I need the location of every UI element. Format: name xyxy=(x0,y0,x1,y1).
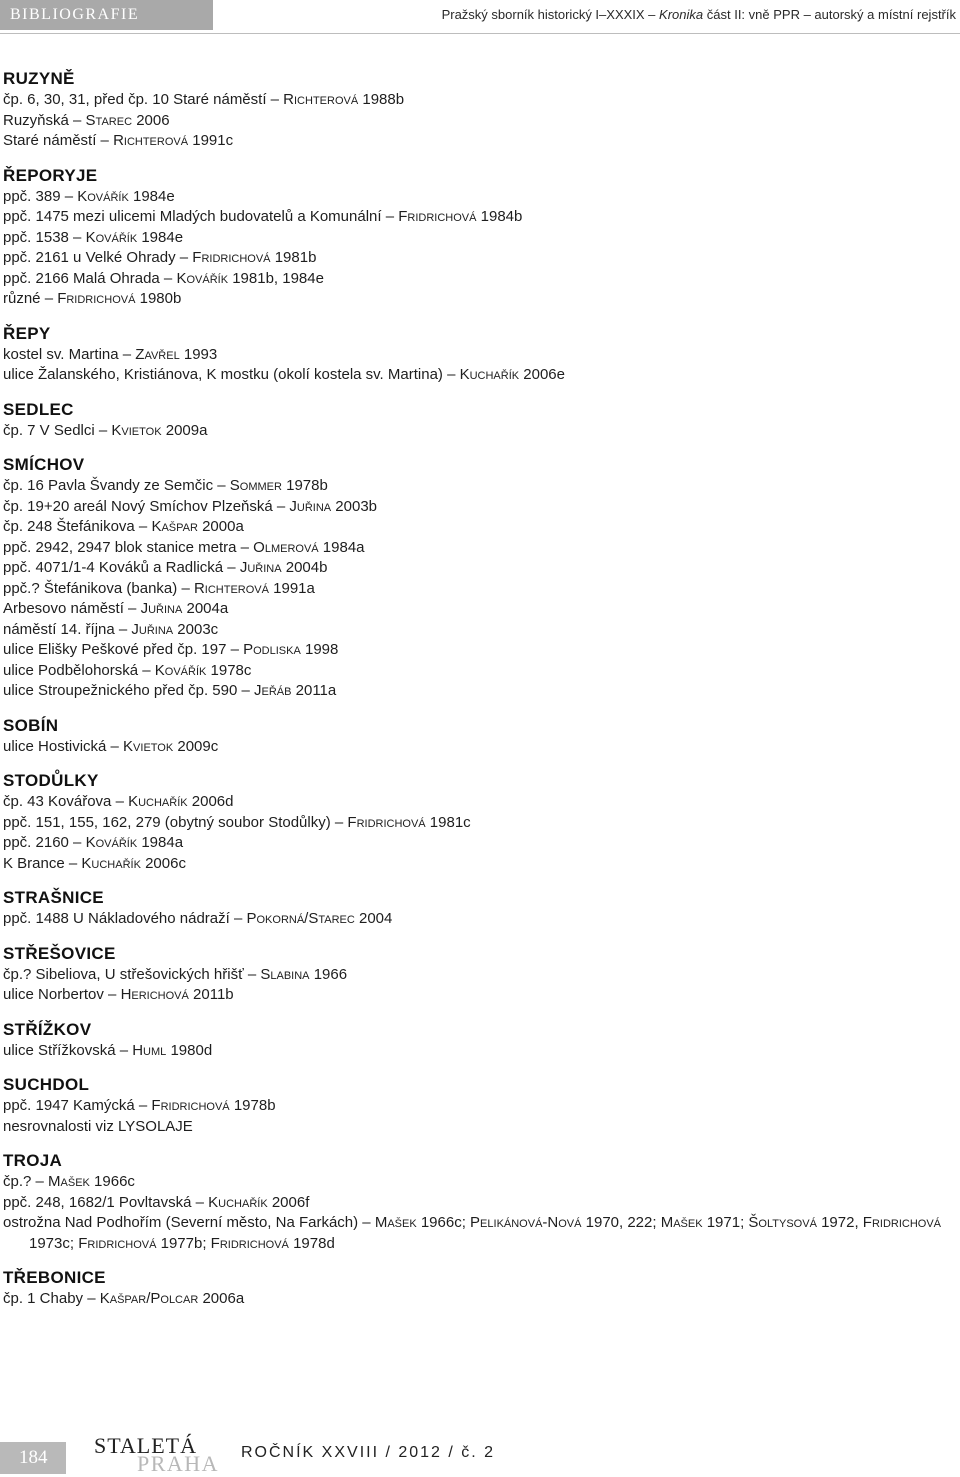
entry-year: 2006a xyxy=(198,1290,245,1307)
entry-year: 1980b xyxy=(135,290,182,307)
entry-author: Juřina xyxy=(131,620,174,638)
entry-author: Kuchařík xyxy=(459,366,520,383)
entry-author: Kašpar/Polcar xyxy=(99,1290,199,1307)
entry-year: 1998 xyxy=(300,641,339,658)
entry-author: Kuchařík xyxy=(208,1193,268,1211)
entry-year: 2006 xyxy=(132,111,170,129)
index-section xyxy=(3,165,958,310)
entry-year: 1966c xyxy=(89,1173,135,1190)
entry-year: 1984e xyxy=(128,187,175,205)
running-title xyxy=(442,0,956,30)
entry-location: ppč. 2160 – xyxy=(3,834,86,851)
index-entry xyxy=(3,497,958,518)
entry-author: Juřina xyxy=(239,559,282,576)
entry-author: Pelikánová-Nová xyxy=(470,1214,582,1231)
entry-year: 2000a xyxy=(197,518,244,535)
entry-author: Fridrichová xyxy=(57,290,136,307)
entry-year: 2003c xyxy=(173,620,219,638)
entry-author: Kovářík xyxy=(85,228,138,246)
logo-praha: PRAHA xyxy=(137,1451,220,1476)
entry-author: Slabina xyxy=(260,965,310,983)
index-entry xyxy=(3,558,958,579)
running-title-part-a: Pražský sborník historický I–XXXIX – xyxy=(441,7,656,22)
index-entry xyxy=(3,131,958,152)
index-entry xyxy=(3,421,958,442)
entry-author: Huml xyxy=(132,1041,167,1059)
entry-year: 1981c xyxy=(425,813,471,831)
entry-year: 2006c xyxy=(140,854,186,872)
entry-year: 1978b xyxy=(281,477,328,494)
entry-author: Mašek xyxy=(374,1214,417,1231)
entry-location: ppč. 1538 – xyxy=(3,228,86,246)
entry-location: čp.? – xyxy=(3,1173,49,1190)
entry-location: ppč. 2161 u Velké Ohrady – xyxy=(3,249,193,266)
index-entry xyxy=(3,1213,958,1254)
index-entry xyxy=(3,681,958,702)
entry-location: ulice Podbělohorská – xyxy=(3,661,155,679)
index-entry xyxy=(3,640,958,661)
index-entry xyxy=(3,517,958,538)
entry-author: Olmerová xyxy=(253,538,319,556)
section-tab: BIBLIOGRAFIE xyxy=(0,0,213,30)
entry-text: 1972, xyxy=(816,1214,863,1231)
entry-location: různé – xyxy=(3,290,58,307)
index-section xyxy=(3,399,958,442)
entry-text: 1977b; xyxy=(156,1234,211,1252)
index-entry xyxy=(3,207,958,228)
entry-year: 1984e xyxy=(137,228,184,246)
entry-location: ppč.? Štefánikova (banka) – xyxy=(3,579,194,597)
index-section xyxy=(3,323,958,386)
index-section xyxy=(3,887,958,930)
section-title: SEDLEC xyxy=(3,399,74,419)
entry-location: čp. 7 V Sedlci – xyxy=(3,421,112,439)
section-title: ŘEPORYJE xyxy=(3,165,98,185)
index-entry xyxy=(3,269,958,290)
entry-author: Fridrichová xyxy=(78,1234,157,1252)
entry-location: Ruzyňská – xyxy=(3,111,86,129)
entry-year: 1981b xyxy=(270,249,317,266)
entry-author: Pokorná/Starec xyxy=(246,910,355,927)
entry-year: 1991a xyxy=(268,579,315,597)
entry-author: Richterová xyxy=(113,132,189,149)
index-entry xyxy=(3,538,958,559)
index-section xyxy=(3,68,958,152)
index-entry xyxy=(3,833,958,854)
entry-year: 1988b xyxy=(358,91,405,108)
entry-year: 1980d xyxy=(166,1041,213,1059)
entry-location: ppč. 2166 Malá Ohrada – xyxy=(3,269,177,287)
entry-author: Herichová xyxy=(120,986,189,1003)
entry-location: čp. 16 Pavla Švandy ze Semčic – xyxy=(3,477,230,494)
page-footer xyxy=(0,1420,960,1475)
index-entry xyxy=(3,289,958,310)
entry-location: Staré náměstí – xyxy=(3,132,114,149)
entry-text: 1970, 222; xyxy=(581,1214,661,1231)
entry-year: 1984a xyxy=(137,834,184,851)
entry-year: 1966 xyxy=(309,965,348,983)
entry-author: Šoltysová xyxy=(748,1214,817,1231)
entry-year: 2004 xyxy=(354,910,393,927)
index-section xyxy=(3,454,958,702)
index-entry xyxy=(3,228,958,249)
index-entry xyxy=(3,187,958,208)
index-entry xyxy=(3,111,958,132)
index-section xyxy=(3,715,958,758)
entry-author: Jeřáb xyxy=(254,682,292,699)
entry-text: 1978d xyxy=(288,1234,335,1252)
index-entry xyxy=(3,909,958,930)
index-section xyxy=(3,770,958,874)
entry-text: ostrožna Nad Podhořím (Severní město, Na Farkách) – xyxy=(3,1214,375,1231)
entry-author: Kovářík xyxy=(77,187,129,205)
entry-author: Starec xyxy=(85,111,133,129)
entry-location: čp. 19+20 areál Nový Smíchov Plzeňská – xyxy=(3,497,290,515)
entry-location: ppč. 1475 mezi ulicemi Mladých budovatelů a Komunální – xyxy=(3,208,399,225)
entry-author: Kovářík xyxy=(85,834,138,851)
index-entry xyxy=(3,1289,958,1310)
entry-author: Zavřel xyxy=(135,345,180,363)
entry-author: Sommer xyxy=(229,477,282,494)
index-entry xyxy=(3,661,958,682)
entry-year: 2004b xyxy=(281,559,328,576)
entry-author: Fridrichová xyxy=(347,813,426,831)
entry-author: Kovářík xyxy=(154,661,207,679)
entry-location: ppč. 2942, 2947 blok stanice metra – xyxy=(3,538,254,556)
entry-author: Fridrichová xyxy=(192,249,271,266)
entry-author: Mašek xyxy=(48,1173,90,1190)
entry-author: Kašpar xyxy=(151,518,198,535)
index-entry xyxy=(3,1193,958,1214)
index-entry xyxy=(3,813,958,834)
section-title: SUCHDOL xyxy=(3,1075,90,1094)
entry-location: ulice Žalanského, Kristiánova, K mostku (okolí kostela sv. Martina) – xyxy=(3,366,460,383)
index-section xyxy=(3,1074,958,1137)
index-section xyxy=(3,1267,958,1310)
index-entry xyxy=(3,345,958,366)
entry-location: ppč. 151, 155, 162, 279 (obytný soubor Stodůlky) – xyxy=(3,813,348,831)
index-entry xyxy=(3,1041,958,1062)
entry-location: ulice Hostivická – xyxy=(3,737,124,755)
section-title: STŘÍŽKOV xyxy=(3,1019,92,1039)
entry-author: Fridrichová xyxy=(151,1097,230,1114)
index-entry xyxy=(3,737,958,758)
running-title-part-b: část II: vně PPR – autorský a místní rejstřík xyxy=(706,7,956,22)
entry-author: Kvietok xyxy=(123,737,174,755)
index-entry xyxy=(3,579,958,600)
index-section xyxy=(3,943,958,1006)
entry-author: Juřina xyxy=(289,497,332,515)
section-title: ŘEPY xyxy=(3,323,51,343)
entry-year: 2004a xyxy=(182,600,229,617)
index-entry xyxy=(3,365,958,386)
section-title: SOBÍN xyxy=(3,715,59,735)
entry-author: Fridrichová xyxy=(210,1234,289,1252)
index-entry xyxy=(3,985,958,1006)
entry-year: 1991c xyxy=(188,132,234,149)
entry-location: ppč. 1947 Kamýcká – xyxy=(3,1097,152,1114)
entry-year: 2006d xyxy=(187,793,234,810)
entry-text: 1966c; xyxy=(416,1214,471,1231)
index-entry xyxy=(3,1172,958,1193)
index-entry xyxy=(3,1117,958,1138)
index-entry xyxy=(3,476,958,497)
section-title: SMÍCHOV xyxy=(3,455,85,474)
entry-author: Kuchařík xyxy=(128,793,188,810)
index-entry xyxy=(3,599,958,620)
entry-location: čp. 6, 30, 31, před čp. 10 Staré náměstí – xyxy=(3,91,284,108)
section-title: RUZYNĚ xyxy=(3,69,75,88)
entry-author: Kovářík xyxy=(176,269,229,287)
entry-author: Richterová xyxy=(193,579,269,597)
entry-text: 1973c; xyxy=(29,1234,79,1252)
entry-location: ppč. 1488 U Nákladového nádraží – xyxy=(3,910,247,927)
entry-location: Arbesovo náměstí – xyxy=(3,600,141,617)
entry-year: 2009c xyxy=(173,737,219,755)
entry-location: nesrovnalosti viz LYSOLAJE xyxy=(3,1117,193,1135)
entry-location: čp. 43 Kovářova – xyxy=(3,793,129,810)
entry-location: kostel sv. Martina – xyxy=(3,345,136,363)
entry-location: ulice Stroupežnického před čp. 590 – xyxy=(3,682,254,699)
index-entry xyxy=(3,620,958,641)
entry-location: čp. 1 Chaby – xyxy=(3,1290,100,1307)
issue-label: ROČNÍK XXVIII / 2012 / č. 2 xyxy=(241,1444,496,1461)
index-entry xyxy=(3,90,958,111)
entry-year: 2003b xyxy=(331,497,378,515)
entry-author: Richterová xyxy=(283,91,359,108)
entry-year: 1984b xyxy=(476,208,523,225)
section-title: STRAŠNICE xyxy=(3,888,104,907)
entry-location: K Brance – xyxy=(3,854,82,872)
section-title: TŘEBONICE xyxy=(3,1268,106,1287)
index-entry xyxy=(3,1096,958,1117)
index-entry xyxy=(3,792,958,813)
page-header xyxy=(0,0,960,30)
entry-author: Podliska xyxy=(243,641,301,658)
entry-year: 2009a xyxy=(161,421,208,439)
index-entry xyxy=(3,854,958,875)
entry-location: ulice Norbertov – xyxy=(3,986,121,1003)
entry-year: 1984a xyxy=(318,538,365,556)
entry-year: 2006e xyxy=(519,366,565,383)
page-number: 184 xyxy=(19,1447,48,1468)
index-entry xyxy=(3,248,958,269)
entry-author: Mašek xyxy=(660,1214,703,1231)
section-title: TROJA xyxy=(3,1151,63,1170)
entry-year: 1993 xyxy=(179,345,218,363)
entry-year: 1978c xyxy=(206,661,252,679)
entry-location: ppč. 389 – xyxy=(3,187,78,205)
entry-year: 2011b xyxy=(188,986,234,1003)
index-content xyxy=(3,68,958,1323)
section-title: STŘEŠOVICE xyxy=(3,943,116,963)
entry-author: Fridrichová xyxy=(862,1214,942,1231)
entry-location: náměstí 14. října – xyxy=(3,620,132,638)
index-section xyxy=(3,1019,958,1062)
index-section xyxy=(3,1150,958,1254)
header-rule xyxy=(0,33,960,34)
entry-year: 2011a xyxy=(291,682,337,699)
running-title-italic: Kronika xyxy=(659,7,704,22)
index-entry xyxy=(3,965,958,986)
entry-location: ulice Střížkovská – xyxy=(3,1041,133,1059)
section-title: STODŮLKY xyxy=(3,771,99,790)
entry-author: Kuchařík xyxy=(81,854,141,872)
entry-location: ppč. 248, 1682/1 Povltavská – xyxy=(3,1193,209,1211)
entry-location: ulice Elišky Peškové před čp. 197 – xyxy=(3,641,244,658)
entry-author: Fridrichová xyxy=(398,208,477,225)
entry-location: čp. 248 Štefánikova – xyxy=(3,518,152,535)
entry-year: 1981b, 1984e xyxy=(228,269,324,287)
entry-author: Juřina xyxy=(140,600,183,617)
logo-staleta: STALETÁ xyxy=(94,1433,198,1458)
entry-location: ppč. 4071/1-4 Kováků a Radlická – xyxy=(3,559,240,576)
entry-year: 1978b xyxy=(229,1097,276,1114)
entry-year: 2006f xyxy=(267,1193,310,1211)
entry-author: Kvietok xyxy=(111,421,162,439)
entry-location: čp.? Sibeliova, U střešovických hřišť – xyxy=(3,965,261,983)
entry-text: 1971; xyxy=(702,1214,749,1231)
